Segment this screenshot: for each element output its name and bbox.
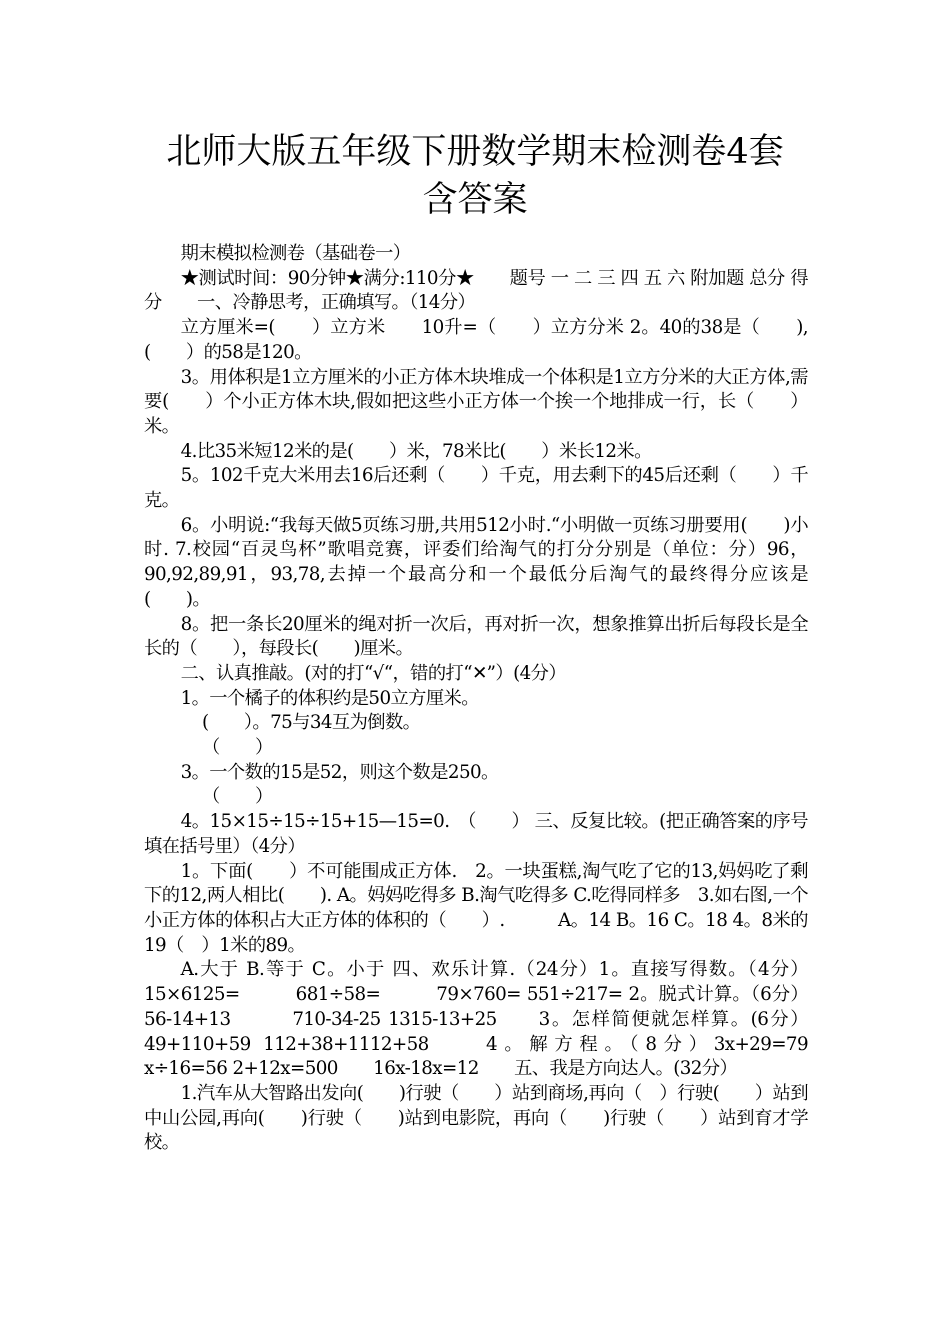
paragraph-q6-7: 6。小明说:“我每天做5页练习册,共用512小时.“小明做一页练习册要用( )小时. 7.校园“百灵鸟杯”歌唱竞赛，评委们给淘气的打分分别是（单位：分）96，90,92,89,91，93,78,去掉一个最高分和一个最低分后淘气的最终得分应该是( )。 — [144, 514, 808, 610]
title-line-1: 北师大版五年级下册数学期末检测卷4套 — [166, 132, 784, 172]
paragraph-exam-info: ★测试时间：90分钟★满分:110分★ 题号 一 二 三 四 五 六 附加题 总分 得分 一、冷静思考，正确填写。（14分） — [144, 267, 808, 314]
paragraph-section-4: A.大于 B.等于 C。小于 四、欢乐计算.（24分）1。直接写得数。（4分）15×6125= 681÷58= 79×760= 551÷217= 2。脱式计算。（6分）56-14+13 710-34-25 1315-13+25 3。怎样简便就怎样算。(6分）49+110+59 112+38+1112+58 4。解方程。（8分）3x+29=79 x÷16=56 2+12x=500 16x-18x=12 五、我是方向达人。(32分） — [144, 959, 844, 1080]
paragraph-q5: 5。102千克大米用去16后还剩（ ）千克，用去剩下的45后还剩（ ）千克。 — [144, 465, 808, 512]
paragraph-q1-2: 立方厘米=( ）立方米 10升=（ ）立方分米 2。40的38是（ ),( ）的58是120。 — [144, 317, 808, 363]
paragraph-s2-q2: ( ）。75与34互为倒数。 — [202, 712, 421, 734]
paragraph-s2-blank: （ ） — [202, 737, 273, 759]
paragraph-s2-blank-2: （ ） — [202, 786, 273, 808]
paragraph-q8: 8。把一条长20厘米的绳对折一次后，再对折一次，想象推算出折后每段长是全长的（ ），每段长( )厘米。 — [144, 613, 808, 660]
paragraph-q4: 4.比35米短12米的是( ）米，78米比( ）米长12米。 — [180, 440, 652, 462]
paragraph-q3: 3。用体积是1立方厘米的小正方体木块堆成一个体积是1立方分米的大正方体,需要( ）个小正方体木块,假如把这些小正方体一个挨一个地排成一行，长（ ）米。 — [144, 366, 808, 437]
paragraph-exam-label: 期末模拟检测卷（基础卷一） — [180, 243, 411, 264]
paragraph-s2-q4-section-3: 4。15×15÷15÷15+15—15=0. （ ） 三、反复比较。(把正确答案的序号填在括号里）（4分） — [144, 811, 808, 857]
paragraph-s2-q3: 3。一个数的15是52，则这个数是250。 — [180, 761, 499, 783]
paragraph-s2-q1: 1。一个橘子的体积约是50立方厘米。 — [180, 687, 479, 709]
document-title — [120, 128, 830, 224]
document-body — [144, 242, 844, 1156]
paragraph-s3-questions: 1。下面( ）不可能围成正方体. 2。一块蛋糕,淘气吃了它的13,妈妈吃了剩下的12,两人相比( ). A。妈妈吃得多 B.淘气吃得多 C.吃得同样多 3.如右图,一个小正方体的体积占大正方体的体积的（ ）. A。14 B。16 C。18 4。8米的19（ ）1米的89。 — [144, 860, 808, 956]
title-line-2: 含答案 — [422, 180, 528, 220]
paragraph-section-5-q1: 1.汽车从大智路出发向( )行驶（ ）站到商场,再向（ ）行驶( ）站到中山公园,再向( )行驶（ )站到电影院，再向（ )行驶（ ）站到育才学校。 — [144, 1082, 808, 1154]
paragraph-section-2-heading: 二、认真推敲。(对的打“√“，错的打“✕”）(4分） — [180, 662, 567, 684]
